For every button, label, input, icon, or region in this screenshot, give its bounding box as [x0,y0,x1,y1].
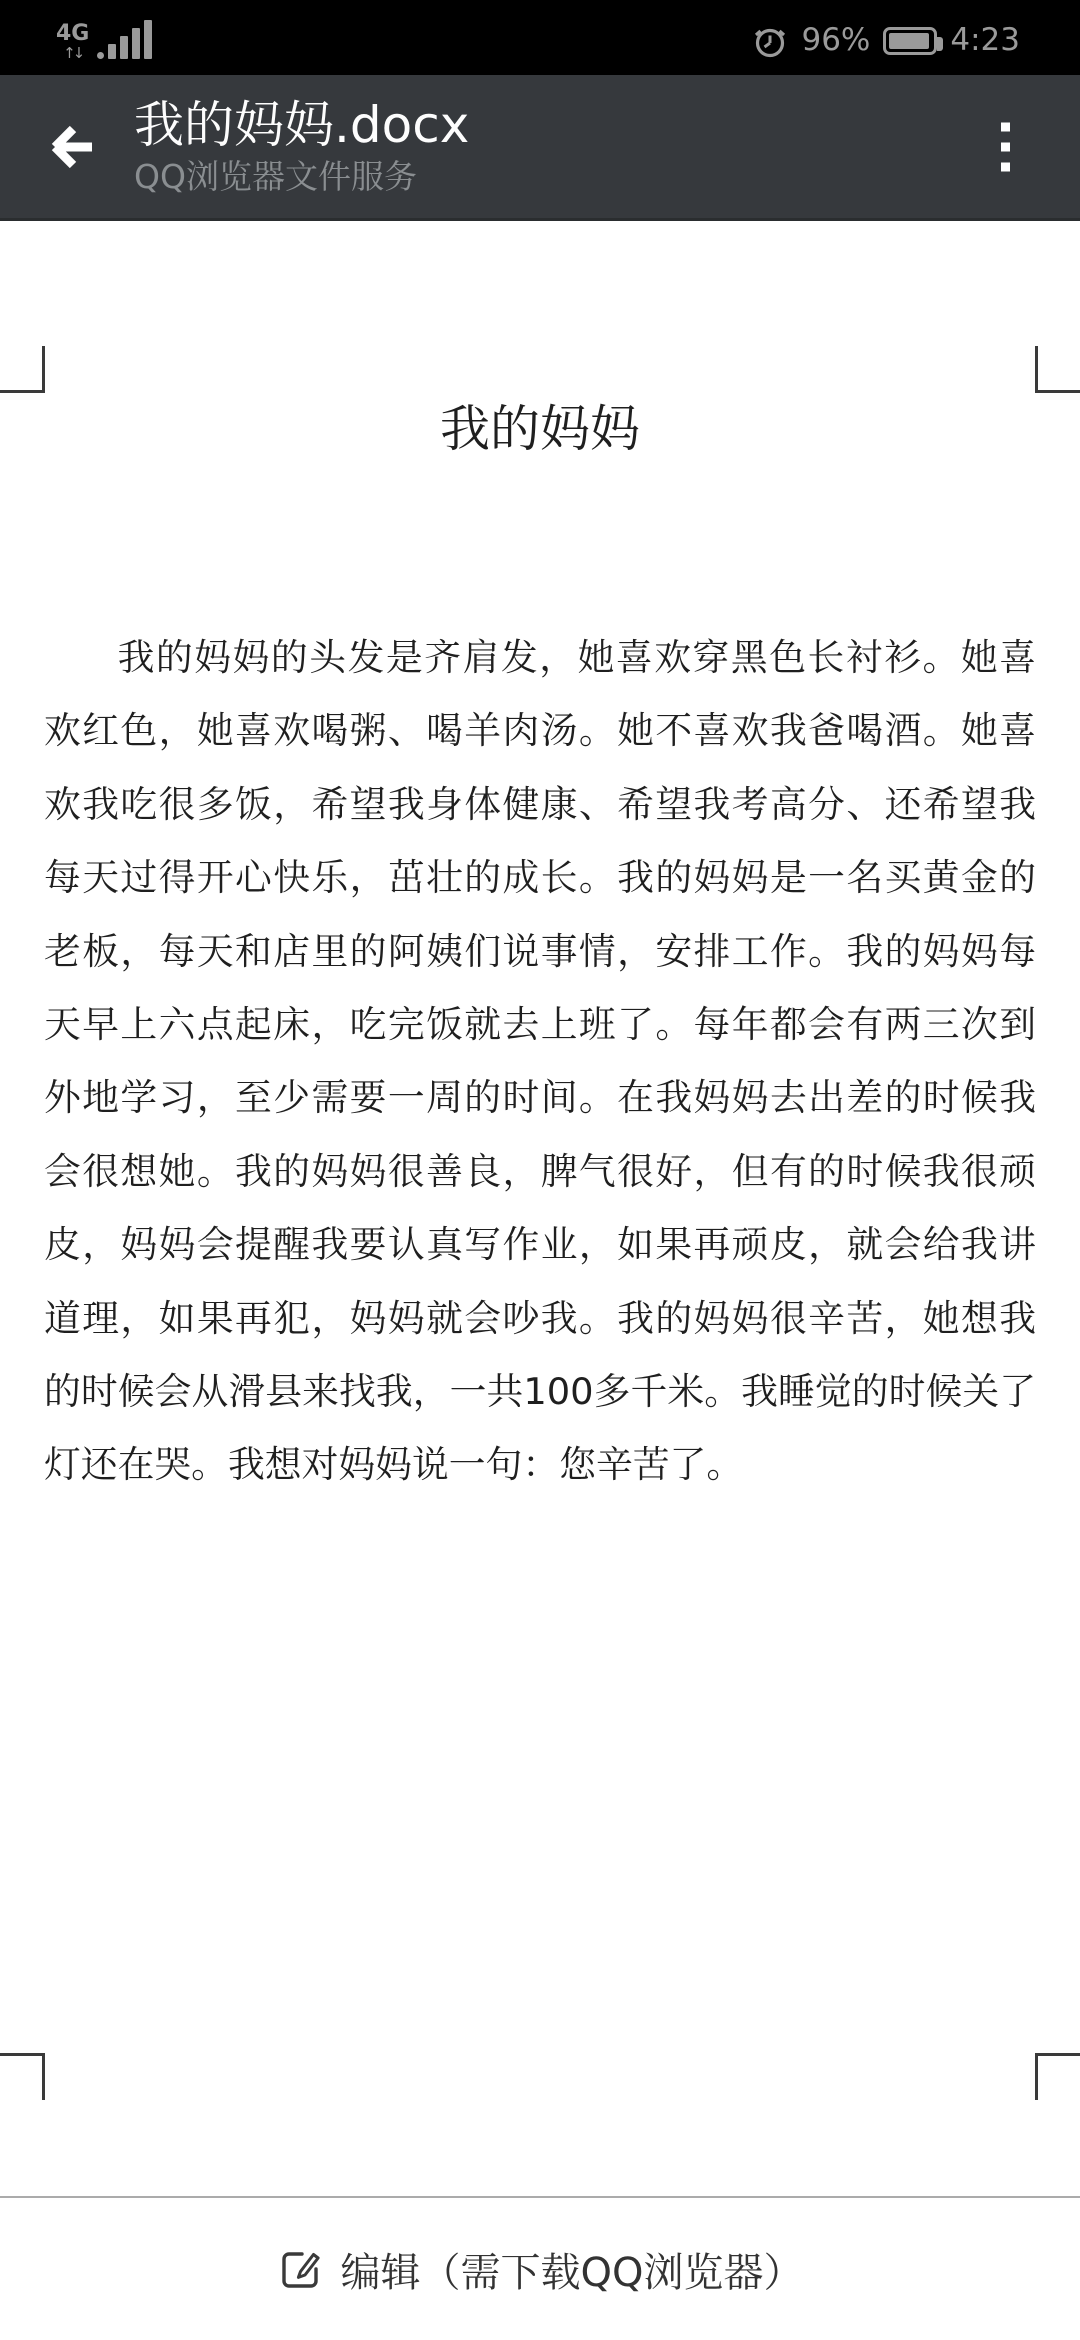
app-header [0,75,1080,221]
back-button[interactable] [44,119,100,175]
battery-nub [937,37,943,51]
header-text [134,95,469,199]
edit-pencil-icon [277,2246,323,2292]
page-corner-mark-top-left [0,346,45,393]
kebab-menu-icon [1001,122,1010,131]
signal-bar [108,44,116,59]
status-bar [0,0,1080,75]
alarm-clock-icon [752,23,788,59]
battery-percent-label: 96% [801,22,871,58]
page-corner-mark-bottom-left [0,2053,45,2100]
bottom-action-bar [0,2196,1080,2340]
signal-bar [144,20,152,59]
battery-icon [883,27,937,55]
page-corner-mark-bottom-right [1035,2053,1080,2100]
network-type-indicator [56,23,89,61]
document-viewer[interactable] [0,221,1080,2196]
signal-dot [97,52,104,59]
kebab-menu-icon [1001,142,1010,151]
kebab-menu-icon [1001,162,1010,171]
document-filename: 我的妈妈.docx [134,95,470,154]
more-options-button[interactable] [991,112,1020,181]
status-right-cluster [752,23,1020,59]
edit-button-label: 编辑（需下载QQ浏览器） [340,2249,804,2296]
data-activity-arrows-icon: ↑↓ [63,44,83,62]
battery-fill [889,33,929,49]
edit-button[interactable] [277,2241,804,2298]
signal-bars-icon [97,20,152,61]
service-subtitle: QQ浏览器文件服务 [134,156,417,196]
back-arrow-icon [45,120,99,174]
document-title: 我的妈妈 [440,400,640,458]
signal-bar [120,36,128,59]
document-paragraph: 我的妈妈的头发是齐肩发，她喜欢穿黑色长衬衫。她喜欢红色，她喜欢喝粥、喝羊肉汤。她不喜欢我爸喝酒。她喜欢我吃很多饭，希望我身体健康、希望我考高分、还希望我每天过得开心快乐，茁壮的成长。我的妈妈是一名买黄金的老板，每天和店里的阿姨们说事情，安排工作。我的妈妈每天早上六点起床，吃完饭就去上班了。每年都会有两三次到外地学习，至少需要一周的时间。在我妈妈去出差的时候我会很想她。我的妈妈很善良，脾气很好，但有的时候我很顽皮，妈妈会提醒我要认真写作业，如果再顽皮，就会给我讲道理，如果再犯，妈妈就会吵我。我的妈妈很辛苦，她想我的时候会从滑县来找我，一共100多千米。我睡觉的时候关了灯还在哭。我想对妈妈说一句：您辛苦了。 [44,636,1036,1487]
network-type-label: 4G [56,21,90,46]
page-corner-mark-top-right [1035,346,1080,393]
cellular-signal-icon [56,20,152,61]
clock-label: 4:23 [950,22,1020,58]
signal-bar [132,28,140,59]
